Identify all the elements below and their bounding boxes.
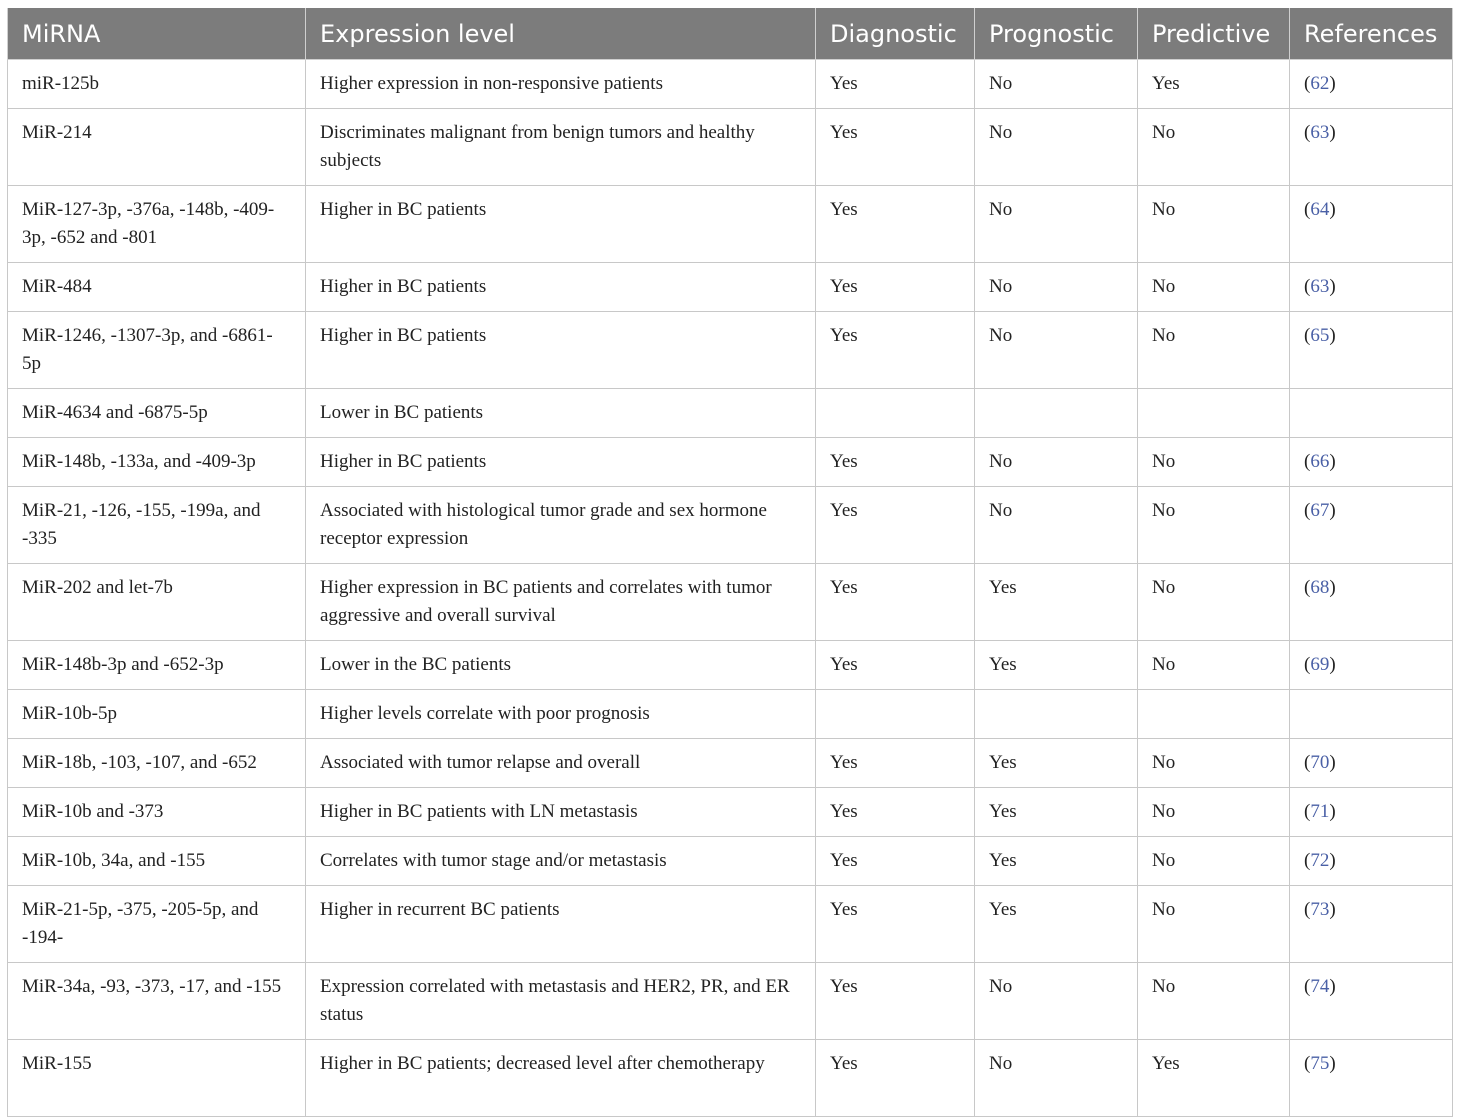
ref-open-paren: ( — [1304, 752, 1311, 773]
cell-reference — [1290, 186, 1453, 263]
cell-reference — [1290, 641, 1453, 690]
reference-link[interactable]: 73 — [1310, 899, 1330, 920]
cell-prognostic: Yes — [975, 641, 1138, 690]
ref-open-paren: ( — [1304, 73, 1311, 94]
cell-predictive: No — [1138, 438, 1290, 487]
cell-prognostic: No — [975, 263, 1138, 312]
cell-predictive: No — [1138, 109, 1290, 186]
reference-link[interactable]: 74 — [1310, 976, 1330, 997]
cell-diagnostic: Yes — [816, 312, 975, 389]
cell-expression: Associated with tumor relapse and overall — [306, 739, 816, 788]
cell-reference — [1290, 739, 1453, 788]
table-row — [8, 1040, 1453, 1117]
cell-expression: Higher levels correlate with poor prognosis — [306, 690, 816, 739]
cell-predictive: No — [1138, 312, 1290, 389]
cell-prognostic: Yes — [975, 788, 1138, 837]
cell-predictive: Yes — [1138, 1040, 1290, 1117]
cell-reference — [1290, 1040, 1453, 1117]
cell-mirna: MiR-21, -126, -155, -199a, and -335 — [8, 487, 306, 564]
cell-predictive: No — [1138, 837, 1290, 886]
cell-mirna: MiR-155 — [8, 1040, 306, 1117]
cell-mirna: MiR-34a, -93, -373, -17, and -155 — [8, 963, 306, 1040]
cell-reference — [1290, 690, 1453, 739]
cell-predictive — [1138, 389, 1290, 438]
cell-prognostic: No — [975, 438, 1138, 487]
ref-open-paren: ( — [1304, 577, 1311, 598]
ref-open-paren: ( — [1304, 976, 1311, 997]
cell-prognostic: No — [975, 963, 1138, 1040]
table-row — [8, 389, 1453, 438]
cell-diagnostic: Yes — [816, 739, 975, 788]
table-row — [8, 312, 1453, 389]
cell-reference — [1290, 487, 1453, 564]
table-row — [8, 739, 1453, 788]
ref-open-paren: ( — [1304, 801, 1311, 822]
cell-predictive: No — [1138, 788, 1290, 837]
reference-link[interactable]: 75 — [1310, 1053, 1330, 1074]
cell-mirna: MiR-127-3p, -376a, -148b, -409-3p, -652 and -801 — [8, 186, 306, 263]
ref-open-paren: ( — [1304, 325, 1311, 346]
cell-reference — [1290, 60, 1453, 109]
cell-mirna: MiR-21-5p, -375, -205-5p, and -194- — [8, 886, 306, 963]
cell-predictive: No — [1138, 487, 1290, 564]
reference-link[interactable]: 71 — [1310, 801, 1330, 822]
cell-mirna: MiR-10b and -373 — [8, 788, 306, 837]
reference-link[interactable]: 62 — [1310, 73, 1330, 94]
ref-close-paren: ) — [1329, 276, 1336, 297]
cell-mirna: MiR-148b, -133a, and -409-3p — [8, 438, 306, 487]
reference-link[interactable]: 66 — [1310, 451, 1330, 472]
table-row — [8, 186, 1453, 263]
cell-prognostic: Yes — [975, 739, 1138, 788]
cell-predictive: No — [1138, 886, 1290, 963]
cell-predictive — [1138, 690, 1290, 739]
ref-close-paren: ) — [1329, 801, 1336, 822]
ref-close-paren: ) — [1329, 577, 1336, 598]
ref-close-paren: ) — [1329, 451, 1336, 472]
ref-close-paren: ) — [1329, 199, 1336, 220]
cell-prognostic: Yes — [975, 837, 1138, 886]
cell-expression: Correlates with tumor stage and/or metastasis — [306, 837, 816, 886]
header-diagnostic: Diagnostic — [816, 8, 975, 60]
cell-reference — [1290, 788, 1453, 837]
cell-diagnostic: Yes — [816, 1040, 975, 1117]
cell-expression: Higher in BC patients — [306, 186, 816, 263]
cell-predictive: No — [1138, 186, 1290, 263]
cell-prognostic: No — [975, 109, 1138, 186]
cell-mirna: MiR-4634 and -6875-5p — [8, 389, 306, 438]
cell-mirna: MiR-214 — [8, 109, 306, 186]
mirna-biomarker-table — [7, 8, 1452, 1117]
cell-diagnostic — [816, 690, 975, 739]
ref-close-paren: ) — [1329, 73, 1336, 94]
cell-diagnostic: Yes — [816, 109, 975, 186]
cell-prognostic — [975, 690, 1138, 739]
table-row — [8, 886, 1453, 963]
ref-open-paren: ( — [1304, 899, 1311, 920]
ref-close-paren: ) — [1329, 654, 1336, 675]
cell-reference — [1290, 109, 1453, 186]
cell-prognostic: No — [975, 1040, 1138, 1117]
table-row — [8, 788, 1453, 837]
cell-mirna: MiR-10b, 34a, and -155 — [8, 837, 306, 886]
ref-close-paren: ) — [1329, 850, 1336, 871]
table-row — [8, 564, 1453, 641]
cell-expression: Higher expression in BC patients and correlates with tumor aggressive and overall survival — [306, 564, 816, 641]
table-row — [8, 60, 1453, 109]
ref-open-paren: ( — [1304, 1053, 1311, 1074]
cell-mirna: miR-125b — [8, 60, 306, 109]
cell-expression: Associated with histological tumor grade and sex hormone receptor expression — [306, 487, 816, 564]
ref-close-paren: ) — [1329, 122, 1336, 143]
cell-diagnostic: Yes — [816, 886, 975, 963]
table-body — [8, 60, 1453, 1117]
header-references: References — [1290, 8, 1453, 60]
reference-link[interactable]: 64 — [1310, 199, 1330, 220]
cell-predictive: No — [1138, 564, 1290, 641]
cell-prognostic: No — [975, 60, 1138, 109]
reference-link[interactable]: 68 — [1310, 577, 1330, 598]
cell-expression: Expression correlated with metastasis and HER2, PR, and ER status — [306, 963, 816, 1040]
cell-diagnostic — [816, 389, 975, 438]
cell-prognostic — [975, 389, 1138, 438]
table-row — [8, 837, 1453, 886]
cell-expression: Lower in BC patients — [306, 389, 816, 438]
table-header — [8, 8, 1453, 60]
cell-expression: Higher in BC patients — [306, 438, 816, 487]
cell-mirna: MiR-18b, -103, -107, and -652 — [8, 739, 306, 788]
cell-diagnostic: Yes — [816, 438, 975, 487]
cell-expression: Discriminates malignant from benign tumors and healthy subjects — [306, 109, 816, 186]
ref-close-paren: ) — [1329, 500, 1336, 521]
ref-open-paren: ( — [1304, 122, 1311, 143]
cell-expression: Higher in BC patients; decreased level after chemotherapy — [306, 1040, 816, 1117]
cell-expression: Higher in BC patients — [306, 263, 816, 312]
cell-diagnostic: Yes — [816, 186, 975, 263]
cell-prognostic: No — [975, 186, 1138, 263]
cell-diagnostic: Yes — [816, 263, 975, 312]
cell-reference — [1290, 312, 1453, 389]
ref-close-paren: ) — [1329, 325, 1336, 346]
table-row — [8, 109, 1453, 186]
reference-link[interactable]: 70 — [1310, 752, 1330, 773]
reference-link[interactable]: 69 — [1310, 654, 1330, 675]
cell-diagnostic: Yes — [816, 788, 975, 837]
cell-diagnostic: Yes — [816, 60, 975, 109]
cell-mirna: MiR-148b-3p and -652-3p — [8, 641, 306, 690]
cell-reference — [1290, 963, 1453, 1040]
cell-reference — [1290, 438, 1453, 487]
ref-close-paren: ) — [1329, 1053, 1336, 1074]
reference-link[interactable]: 63 — [1310, 122, 1330, 143]
ref-close-paren: ) — [1329, 752, 1336, 773]
ref-open-paren: ( — [1304, 199, 1311, 220]
ref-open-paren: ( — [1304, 500, 1311, 521]
cell-predictive: No — [1138, 963, 1290, 1040]
ref-open-paren: ( — [1304, 451, 1311, 472]
cell-predictive: No — [1138, 739, 1290, 788]
table-row — [8, 487, 1453, 564]
reference-link[interactable]: 72 — [1310, 850, 1330, 871]
cell-prognostic: No — [975, 487, 1138, 564]
cell-mirna: MiR-10b-5p — [8, 690, 306, 739]
cell-prognostic: No — [975, 312, 1138, 389]
ref-close-paren: ) — [1329, 976, 1336, 997]
table-row — [8, 263, 1453, 312]
table-row — [8, 690, 1453, 739]
cell-predictive: No — [1138, 263, 1290, 312]
ref-open-paren: ( — [1304, 276, 1311, 297]
cell-diagnostic: Yes — [816, 564, 975, 641]
reference-link[interactable]: 63 — [1310, 276, 1330, 297]
cell-reference — [1290, 886, 1453, 963]
table-row — [8, 438, 1453, 487]
cell-predictive: No — [1138, 641, 1290, 690]
ref-close-paren: ) — [1329, 899, 1336, 920]
reference-link[interactable]: 65 — [1310, 325, 1330, 346]
cell-predictive: Yes — [1138, 60, 1290, 109]
table-row — [8, 963, 1453, 1040]
cell-expression: Higher in BC patients with LN metastasis — [306, 788, 816, 837]
cell-prognostic: Yes — [975, 886, 1138, 963]
header-mirna: MiRNA — [8, 8, 306, 60]
ref-open-paren: ( — [1304, 654, 1311, 675]
cell-mirna: MiR-484 — [8, 263, 306, 312]
table-row — [8, 641, 1453, 690]
cell-reference — [1290, 263, 1453, 312]
cell-diagnostic: Yes — [816, 487, 975, 564]
data-table — [7, 8, 1453, 1117]
header-prognostic: Prognostic — [975, 8, 1138, 60]
header-row — [8, 8, 1453, 60]
ref-open-paren: ( — [1304, 850, 1311, 871]
cell-mirna: MiR-202 and let-7b — [8, 564, 306, 641]
cell-diagnostic: Yes — [816, 641, 975, 690]
reference-link[interactable]: 67 — [1310, 500, 1330, 521]
cell-expression: Higher in recurrent BC patients — [306, 886, 816, 963]
cell-diagnostic: Yes — [816, 963, 975, 1040]
cell-expression: Higher in BC patients — [306, 312, 816, 389]
cell-diagnostic: Yes — [816, 837, 975, 886]
cell-reference — [1290, 564, 1453, 641]
cell-expression: Higher expression in non-responsive patients — [306, 60, 816, 109]
cell-expression: Lower in the BC patients — [306, 641, 816, 690]
cell-mirna: MiR-1246, -1307-3p, and -6861-5p — [8, 312, 306, 389]
cell-prognostic: Yes — [975, 564, 1138, 641]
cell-reference — [1290, 837, 1453, 886]
header-predictive: Predictive — [1138, 8, 1290, 60]
cell-reference — [1290, 389, 1453, 438]
header-expression-level: Expression level — [306, 8, 816, 60]
